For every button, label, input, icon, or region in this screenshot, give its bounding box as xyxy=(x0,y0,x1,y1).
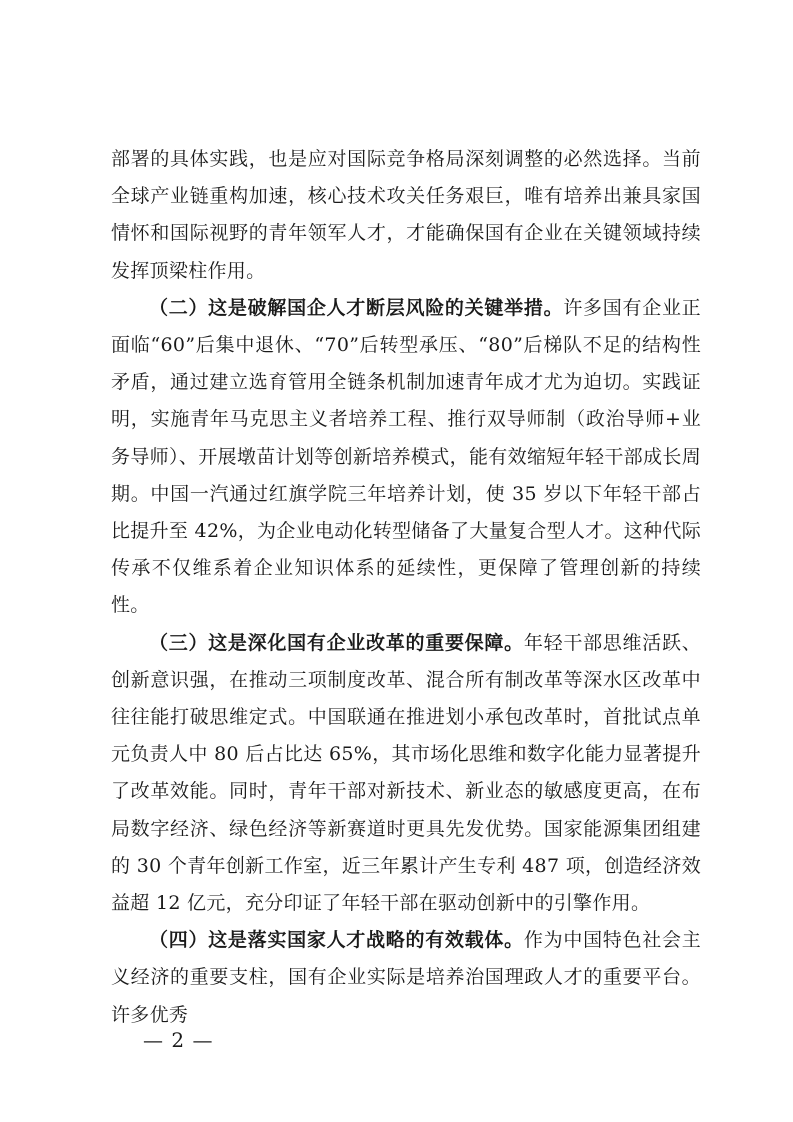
page-number: — 2 — xyxy=(143,1028,214,1052)
paragraph-text: 作为中国特色社会主义经济的重要支柱，国有企业实际是培养治国理政人才的重要平台。许多优秀 xyxy=(111,929,702,1026)
paragraph-continuation xyxy=(111,141,701,290)
paragraph-section-3 xyxy=(111,625,701,923)
paragraph-text: 部署的具体实践，也是应对国际竞争格局深刻调整的必然选择。当前全球产业链重构加速，核心技术攻关任务艰巨，唯有培养出兼具家国情怀和国际视野的青年领军人才，才能确保国有企业在关键领域持续发挥顶梁柱作用。 xyxy=(111,148,701,282)
body-text xyxy=(111,141,701,1034)
paragraph-section-2 xyxy=(111,290,701,625)
section-heading: （二）这是破解国企人才断层风险的关键举措。 xyxy=(149,296,564,319)
section-heading: （四）这是落实国家人才战略的有效载体。 xyxy=(149,929,524,952)
paragraph-text: 年轻干部思维活跃、创新意识强，在推动三项制度改革、混合所有制改革等深水区改革中往往能打破思维定式。中国联通在推进划小承包改革时，首批试点单元负责人中 80 后占比达 65%，其市场化思维和数字化能力显著提升了改革效能。同时，青年干部对新技术、新业态的敏感度更高，在布局数字经济、绿色经济等新赛道时更具先发优势。国家能源集团组建的 30 个青年创新工作室，近三年累计产生专利 487 项，创造经济效益超 12 亿元，充分印证了年轻干部在驱动创新中的引擎作用。 xyxy=(111,631,702,915)
paragraph-section-4 xyxy=(111,922,701,1034)
paragraph-text: 许多国有企业正面临“60”后集中退休、“70”后转型承压、“80”后梯队不足的结构性矛盾，通过建立选育管用全链条机制加速青年成才尤为迫切。实践证明，实施青年马克思主义者培养工程、推行双导师制（政治导师+业务导师）、开展墩苗计划等创新培养模式，能有效缩短年轻干部成长周期。中国一汽通过红旗学院三年培养计划，使 35 岁以下年轻干部占比提升至 42%，为企业电动化转型储备了大量复合型人才。这种代际传承不仅维系着企业知识体系的延续性，更保障了管理创新的持续性。 xyxy=(111,296,701,617)
section-heading: （三）这是深化国有企业改革的重要保障。 xyxy=(149,631,524,654)
